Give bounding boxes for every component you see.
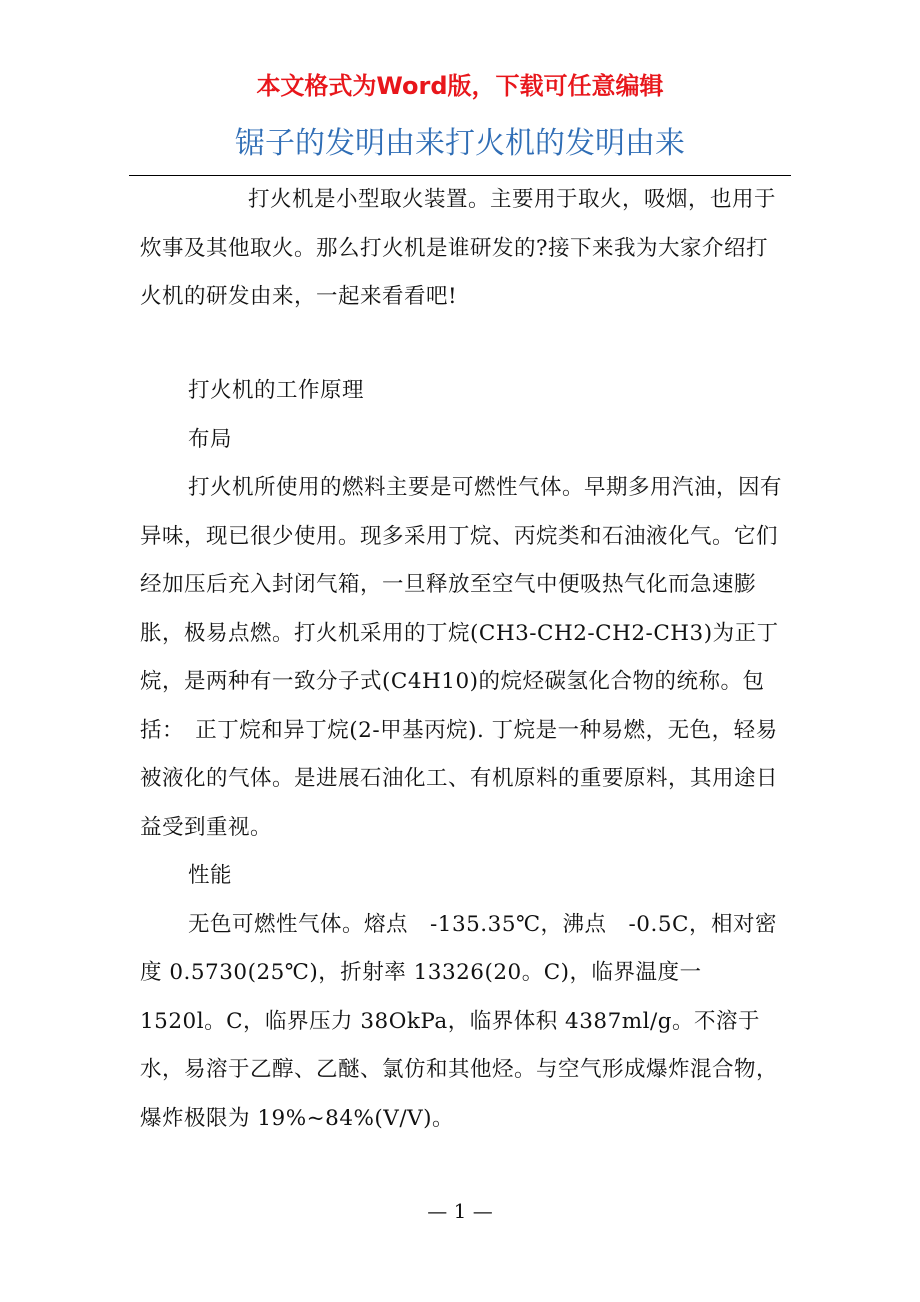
paragraph-layout: 打火机所使用的燃料主要是可燃性气体。早期多用汽油，因有异味，现已很少使用。现多采用丁烷、丙烷类和石油液化气。它们经加压后充入封闭气箱，一旦释放至空气中便吸热气化而急速膨胀，极易点燃。打火机采用的丁烷(CH3-CH2-CH2-CH3)为正丁烷，是两种有一致分子式(C4H10)的烷烃碳氢化合物的统称。包括： 正丁烷和异丁烷(2-甲基丙烷). 丁烷是一种易燃，无色，轻易被液化的气体。是进展石油化工、有机原料的重要原料，其用途日益受到重视。	[140, 475, 783, 840]
document-title: 锯子的发明由来打火机的发明由来	[235, 126, 685, 161]
intro-paragraph: 打火机是小型取火装置。主要用于取火，吸烟，也用于炊事及其他取火。那么打火机是谁研发的?接下来我为大家介绍打火机的研发由来，一起来看看吧!	[140, 187, 777, 309]
heading-working-principle: 打火机的工作原理	[188, 378, 365, 403]
document-body	[140, 367, 782, 1143]
heading-layout: 布局	[188, 426, 233, 452]
page-number: — 1 —	[427, 1199, 493, 1223]
heading-properties: 性能	[188, 863, 233, 888]
download-notice: 本文格式为Word版，下载可任意编辑	[256, 72, 664, 100]
paragraph-properties: 无色可燃性气体。熔点 -135.35℃，沸点 -0.5C，相对密度 0.5730(25℃)，折射率 13326(20。C)，临界温度一1520l。C，临界压力 38OkPa，临界体积 4387ml/g。不溶于水，易溶于乙醇、乙醚、氯仿和其他烃。与空气形成爆炸混合物，爆炸极限为 19%~84%(V/V)。	[140, 911, 779, 1131]
